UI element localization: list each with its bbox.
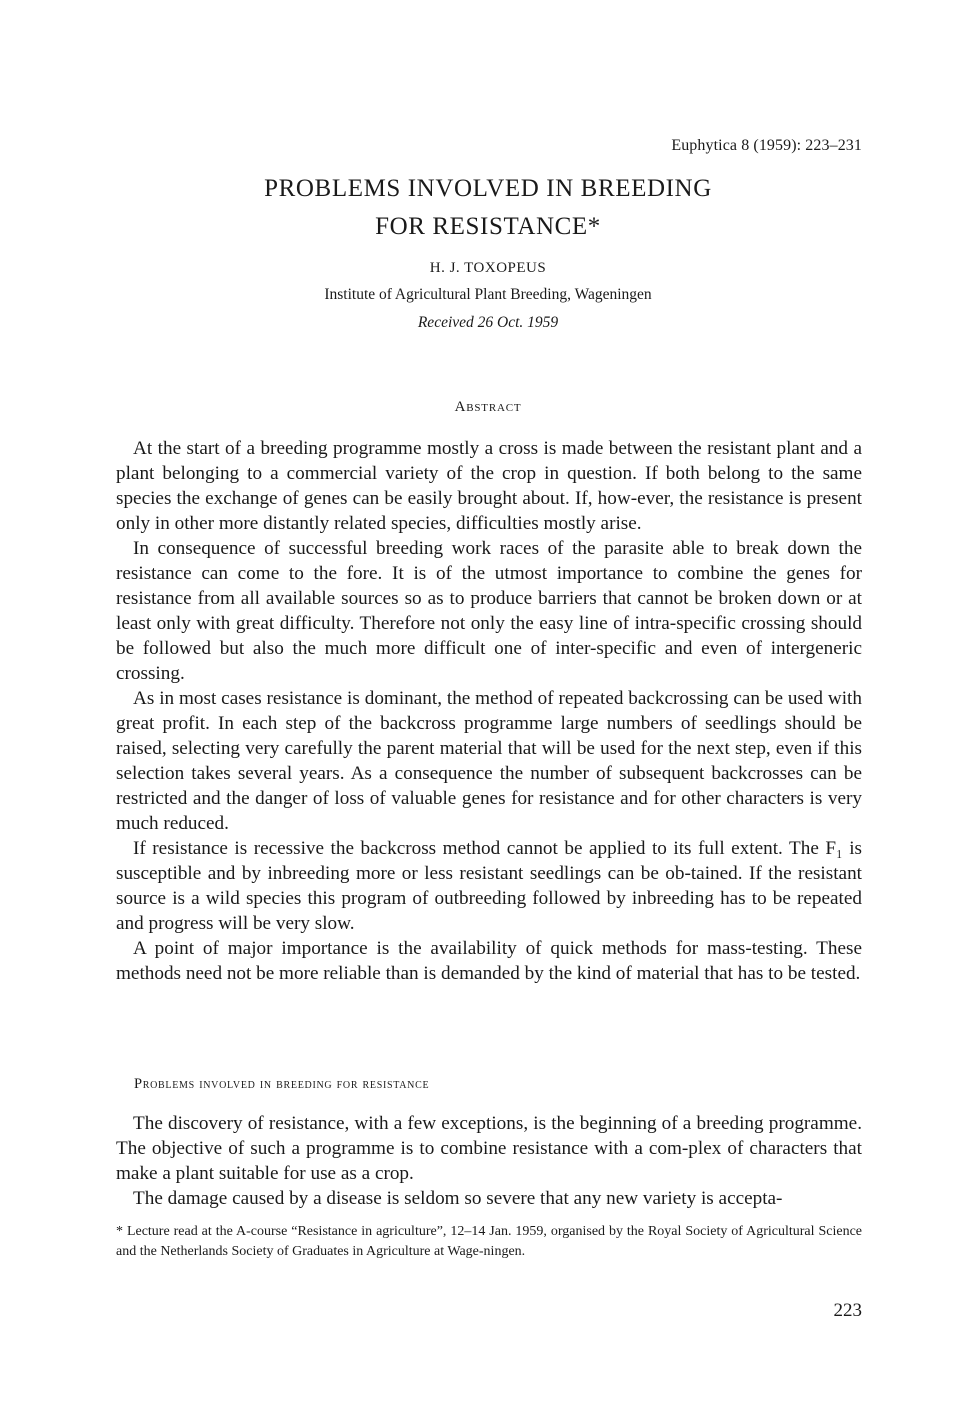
journal-reference: Euphytica 8 (1959): 223–231 [671,137,862,154]
article-title-line-1: PROBLEMS INVOLVED IN BREEDING [264,175,712,202]
section-paragraph: The damage caused by a disease is seldom so severe that any new variety is accepta- [133,1188,783,1209]
received-date: Received 26 Oct. 1959 [417,314,559,331]
article-title-line-2: FOR RESISTANCE* [375,213,601,240]
page-number: 223 [833,1300,862,1321]
abstract-paragraph: A point of major importance is the availability of quick methods for mass-testing. These methods need not be more reliable than is demanded by the kind of material that has to be tested. [116,938,862,984]
abstract-paragraph: If resistance is recessive the backcross method cannot be applied to its full extent. The F₁ is susceptible and by inbreeding more or less resistant seedlings can be ob-tained. If the resistant source is a wild species this program of outbreeding followed by inbreeding has to be repeated and progress will be very slow. [116,838,862,934]
abstract-paragraph: At the start of a breeding programme mostly a cross is made between the resistant plant and a plant belonging to a commercial variety of the crop in question. If both belong to the same species the exchange of genes can be easily brought about. If, how-ever, the resistance is present only in other more distantly related species, difficulties mostly arise. [116,438,862,534]
section-paragraph: The discovery of resistance, with a few exceptions, is the beginning of a breeding programme. The objective of such a programme is to combine resistance with a com-plex of characters that make a plant suitable for use as a crop. [116,1113,862,1184]
author-name: H. J. TOXOPEUS [429,260,547,276]
footnote: * Lecture read at the A-course “Resistance in agriculture”, 12–14 Jan. 1959, organised by the Royal Society of Agricultural Science and the Netherlands Society of Graduates in Agriculture at Wage-ningen. [116,1224,862,1259]
abstract-body [116,436,862,986]
abstract-paragraph: As in most cases resistance is dominant, the method of repeated backcrossing can be used with great profit. In each step of the backcross programme large numbers of seedlings should be raised, selecting very carefully the parent material that will be used for the next step, even if this selection takes several years. As a consequence the number of subsequent backcrosses can be restricted and the danger of loss of valuable genes for resistance and for other characters is very much reduced. [116,688,862,834]
abstract-paragraph: In consequence of successful breeding work races of the parasite able to break down the resistance can come to the fore. It is of the utmost importance to combine the genes for resistance from all available sources so as to produce barriers that cannot be broken down or at least only with great difficulty. Therefore not only the easy line of intra-specific crossing should be followed but also the much more difficult one of inter-specific and even of intergeneric crossing. [116,538,862,684]
section-body [116,1111,862,1211]
author-institute: Institute of Agricultural Plant Breeding, Wageningen [324,286,652,303]
abstract-heading: Abstract [454,399,522,415]
section-heading: Problems involved in breeding for resistance [134,1076,430,1092]
